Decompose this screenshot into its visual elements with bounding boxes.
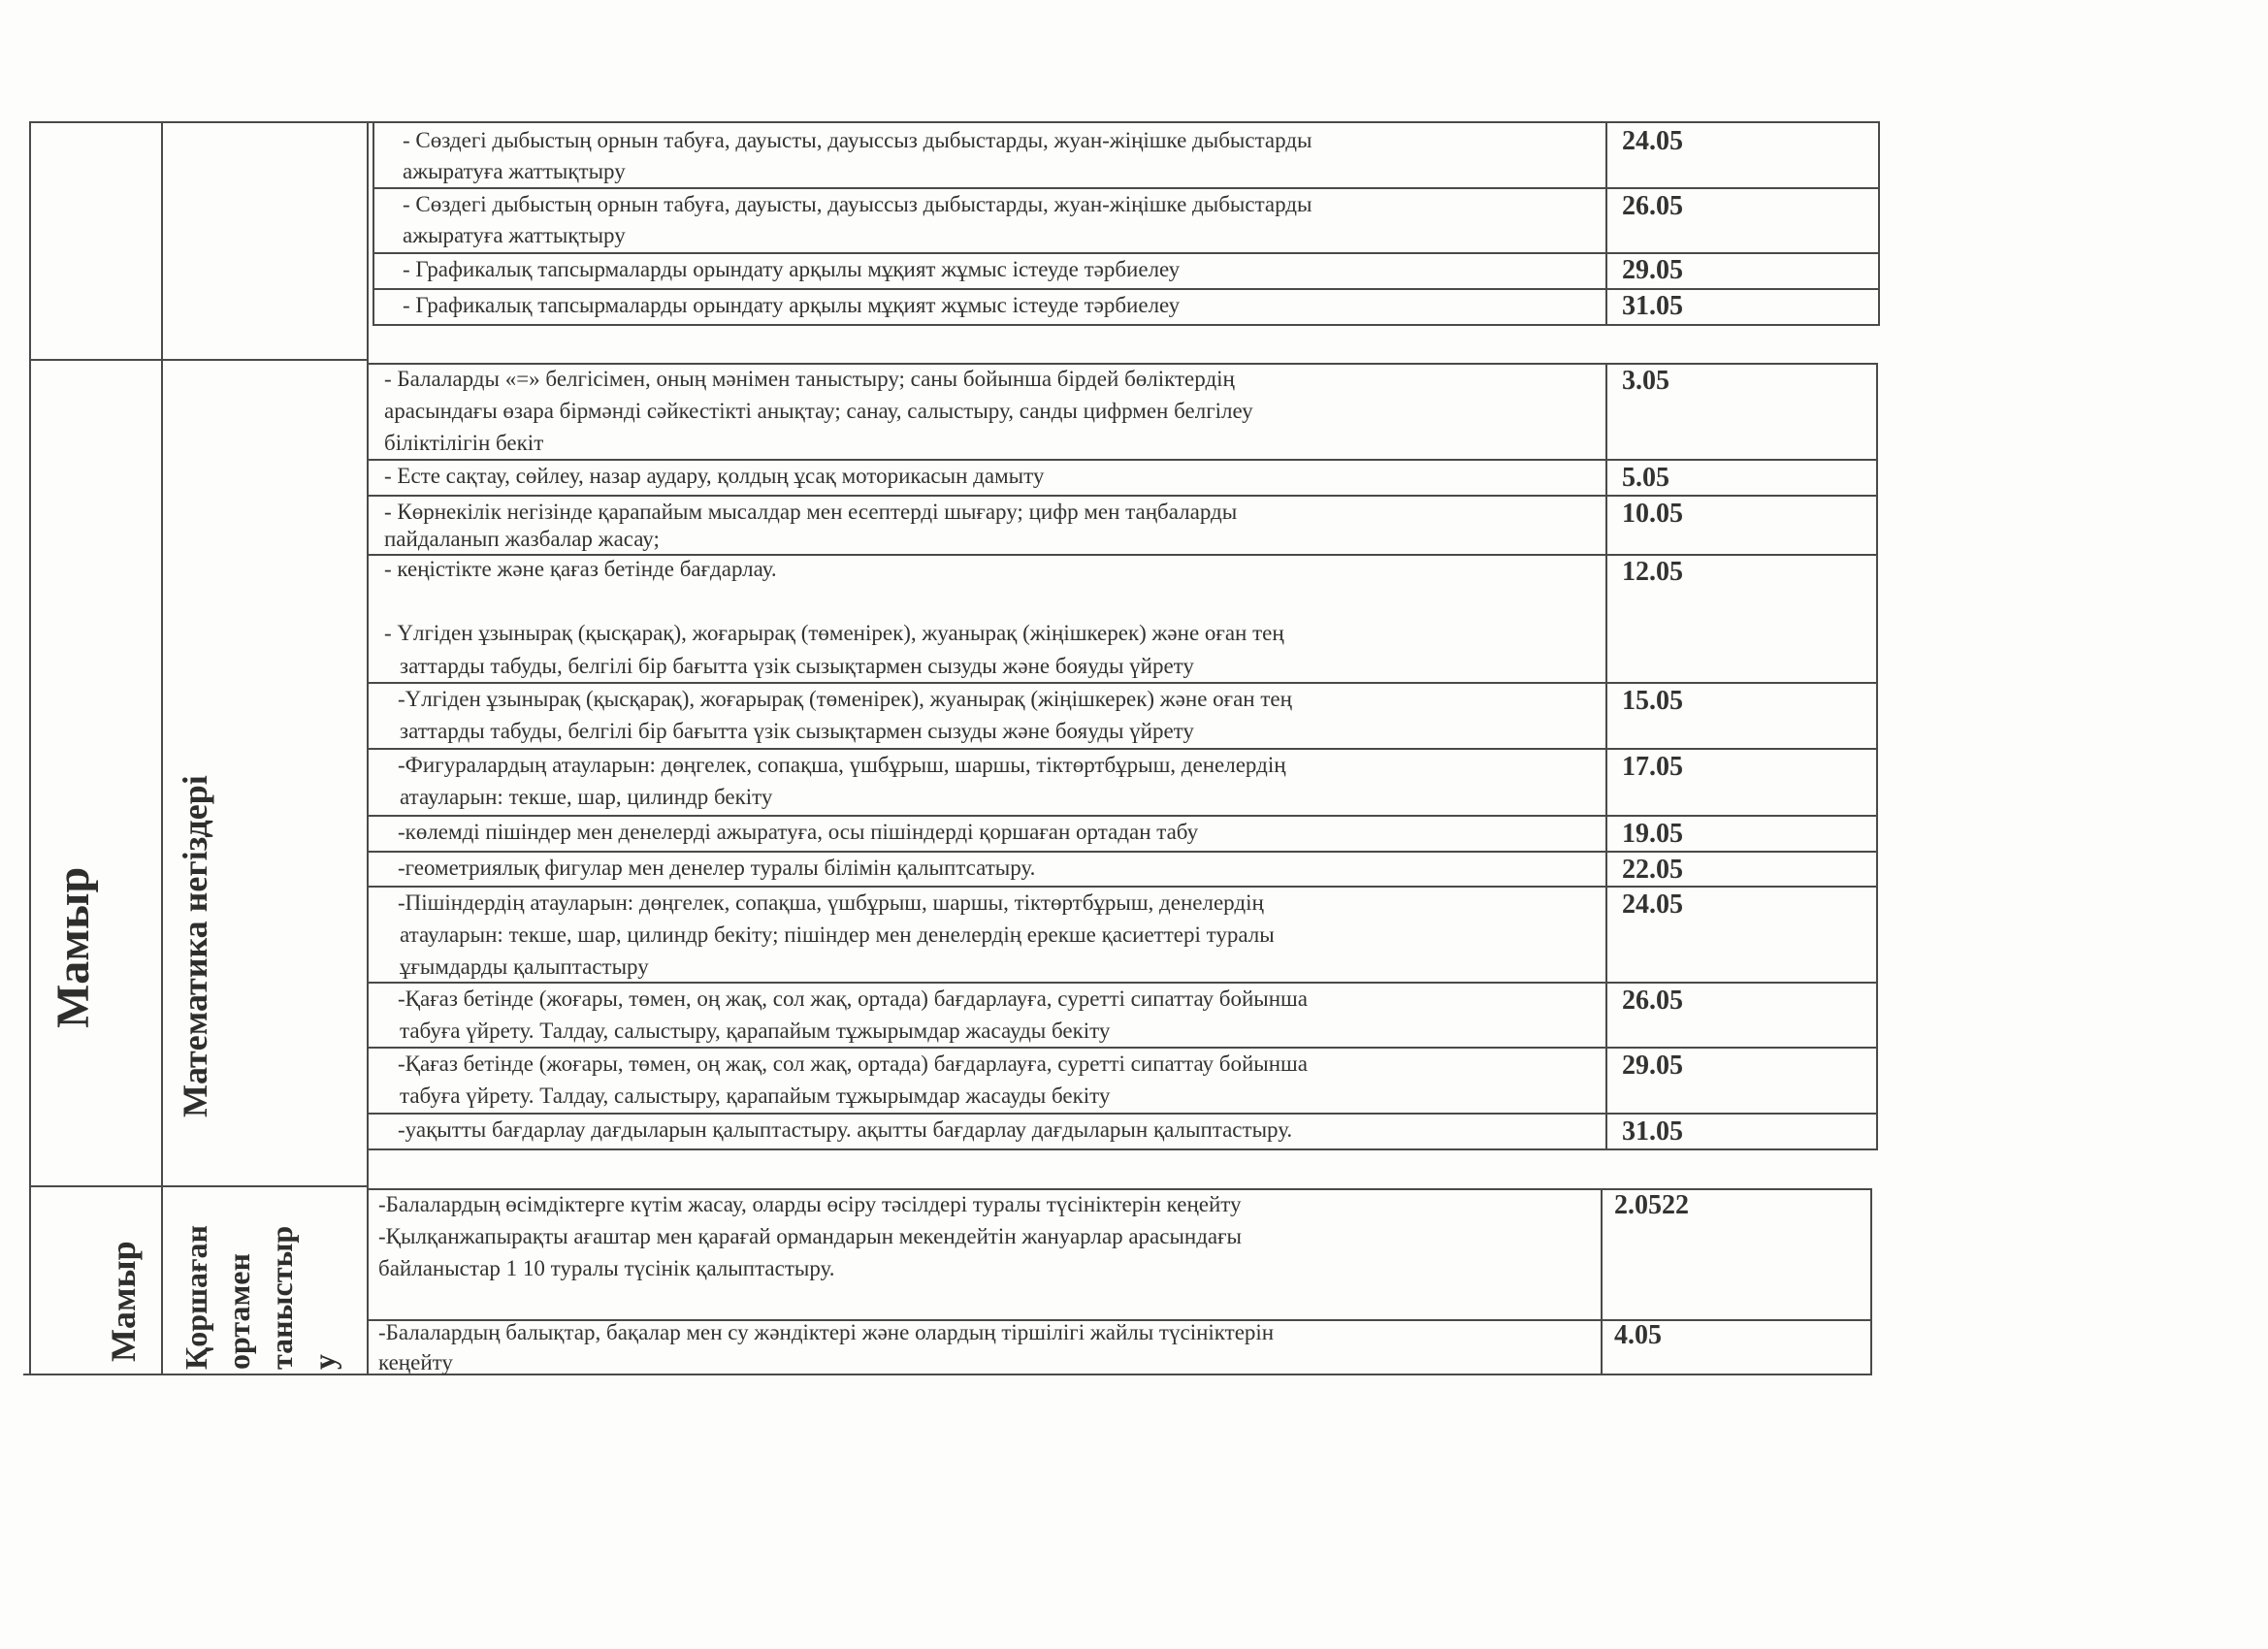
s3-row-1-date: 2.0522 <box>1614 1190 1689 1220</box>
s2-row-6-line-1: -Фигуралардың атауларын: дөңгелек, сопақша, үшбұрыш, шаршы, тіктөртбұрыш, денелердің <box>398 753 1286 777</box>
s2-bottom-line <box>367 1148 1878 1150</box>
s2-row-4-line-3: - Үлгіден ұзынырақ (қысқарақ), жоғарырақ (төменірек), жуанырақ (жіңішкерек) және оған тең <box>384 621 1284 645</box>
s2-row-6-date: 17.05 <box>1622 752 1683 782</box>
s3-date-divider <box>1601 1188 1603 1374</box>
s2-right-border <box>1876 363 1878 1150</box>
s3-month-label: Мамыр <box>104 1241 143 1362</box>
s3-row-1-line-2: -Қылқанжапырақты ағаштар мен қарағай ормандарын мекендейтін жануарлар арасындағы <box>378 1224 1243 1248</box>
s2-row-8-text: -геометриялық фигулар мен денелер туралы білімін қалыптсатыру. <box>398 856 1036 880</box>
s2-row-2-text: - Есте сақтау, сөйлеу, назар аудару, қолдың ұсақ моторикасын дамыту <box>384 464 1045 488</box>
s2-row-9-line-2: атауларын: текше, шар, цилиндр бекіту; пішіндер мен денелердің ерекше қасиеттері туралы <box>400 922 1275 947</box>
s2-row-3-date: 10.05 <box>1622 499 1683 529</box>
s2-date-divider <box>1605 363 1607 1150</box>
s2-row-5-line-1: -Үлгіден ұзынырақ (қысқарақ), жоғарырақ (төменірек), жуанырақ (жіңішкерек) және оған тең <box>398 687 1292 711</box>
s3-content-left <box>367 1188 369 1374</box>
s2-row-11-line-2: табуға үйрету. Талдау, салыстыру, қарапайым тұжырымдар жасауды бекіту <box>400 1083 1111 1108</box>
s2-row-5-date: 15.05 <box>1622 686 1683 716</box>
s2-row-1-line-2: арасындағы өзара бірмәнді сәйкестікті анықтау; санау, салыстыру, санды цифрмен белгілеу <box>384 399 1253 423</box>
s3-subject-label-line-3: таныстыр <box>264 1225 299 1370</box>
s1-content-left <box>373 123 374 325</box>
s3-row-1-line-1: -Балалардың өсімдіктерге күтім жасау, оларды өсіру тәсілдері туралы түсініктерін кеңейту <box>378 1192 1242 1216</box>
s2-row-4-line-1: - кеңістікте және қағаз бетінде бағдарлау. <box>384 557 777 581</box>
s2-row-9-line-3: ұғымдарды қалыптастыру <box>400 954 649 979</box>
s1-row-4-text: - Графикалық тапсырмаларды орындату арқылы мұқият жұмыс істеуде тәрбиелеу <box>403 293 1181 317</box>
s3-row-2-date: 4.05 <box>1614 1320 1662 1350</box>
s1-date-divider <box>1605 123 1607 325</box>
s2-row-12-text: -уақытты бағдарлау дағдыларын қалыптастыру. ақытты бағдарлау дағдыларын қалыптастыру. <box>398 1117 1293 1142</box>
top-border <box>29 121 1880 123</box>
s1-row-1-date: 24.05 <box>1622 126 1683 156</box>
s2-row-1-date: 3.05 <box>1622 366 1669 396</box>
s1-right-border <box>1878 123 1880 325</box>
s2-row-2-date: 5.05 <box>1622 463 1669 493</box>
s3-subject-label-line-1: Қоршаған <box>178 1225 213 1370</box>
s3-subject-label-line-4: у <box>307 1354 341 1370</box>
s3-row-1-line-3: байланыстар 1 10 туралы түсінік қалыптастыру. <box>378 1256 835 1280</box>
s1-row-4-date: 31.05 <box>1622 291 1683 321</box>
s1-row-1-line-2: ажыратуға жаттықтыру <box>403 159 626 183</box>
s2-subject-label: Математика негіздері <box>176 775 214 1117</box>
s2-row-10-line-1: -Қағаз бетінде (жоғары, төмен, оң жақ, сол жақ, ортада) бағдарлауға, суретті сипаттау бойынша <box>398 986 1308 1011</box>
s2-row-3-line-2: пайдаланып жазбалар жасау; <box>384 527 660 551</box>
s1-row-2-line-1: - Сөздегі дыбыстың орнын табуға, дауысты, дауыссыз дыбыстарды, жуан-жіңішке дыбыстарды <box>403 192 1312 216</box>
s2-row-8-date: 22.05 <box>1622 855 1683 885</box>
s2-row-10-date: 26.05 <box>1622 986 1683 1016</box>
s2-row-4-date: 12.05 <box>1622 557 1683 587</box>
s1-row-1-line-1: - Сөздегі дыбыстың орнын табуға, дауысты, дауыссыз дыбыстарды, жуан-жіңішке дыбыстарды <box>403 128 1312 152</box>
s2-row-9-date: 24.05 <box>1622 889 1683 920</box>
s2-row-7-date: 19.05 <box>1622 819 1683 849</box>
section-divider-2 <box>29 1185 369 1187</box>
s3-subject-label-line-2: ортамен <box>221 1253 256 1370</box>
s2-row-9-line-1: -Пішіндердің атауларын: дөңгелек, сопақша, үшбұрыш, шаршы, тіктөртбұрыш, денелердің <box>398 890 1264 915</box>
s1-row-3-text: - Графикалық тапсырмаларды орындату арқылы мұқият жұмыс істеуде тәрбиелеу <box>403 257 1181 281</box>
s2-row-1-line-3: біліктілігін бекіт <box>384 431 544 455</box>
s3-row-2-line-1: -Балалардың балықтар, бақалар мен су жәндіктері және олардың тіршілігі жайлы түсініктерін <box>378 1320 1275 1344</box>
section-divider-1 <box>29 359 369 361</box>
s3-right-border <box>1870 1188 1872 1374</box>
s2-row-3-line-1: - Көрнекілік негізінде қарапайым мысалдар мен есептерді шығару; цифр мен таңбаларды <box>384 500 1238 524</box>
s2-row-5-line-2: заттарды табуды, белгілі бір бағытта үзік сызықтармен сызуды және бояуды үйрету <box>400 719 1194 743</box>
s2-row-11-line-1: -Қағаз бетінде (жоғары, төмен, оң жақ, сол жақ, ортада) бағдарлауға, суретті сипаттау бойынша <box>398 1051 1308 1076</box>
s1-row-3-date: 29.05 <box>1622 255 1683 285</box>
s2-row-12-date: 31.05 <box>1622 1116 1683 1147</box>
s2-row-7-text: -көлемді пішіндер мен денелерді ажыратуға, осы пішіндерді қоршаған ортадан табу <box>398 820 1199 844</box>
s2-row-1-line-1: - Балаларды «=» белгісімен, оның мәнімен таныстыру; саны бойынша бірдей бөліктердің <box>384 367 1235 391</box>
s2-month-label: Мамыр <box>48 866 99 1028</box>
s2-row-10-line-2: табуға үйрету. Талдау, салыстыру, қарапайым тұжырымдар жасауды бекіту <box>400 1018 1111 1043</box>
s3-row-2-line-2: кеңейту <box>378 1350 453 1374</box>
s1-row-2-line-2: ажыратуға жаттықтыру <box>403 223 626 247</box>
s1-row-2-date: 26.05 <box>1622 191 1683 221</box>
s1-bottom-line <box>373 324 1880 326</box>
bottom-border <box>23 1374 1872 1375</box>
s2-content-left <box>367 363 369 1150</box>
s2-row-11-date: 29.05 <box>1622 1051 1683 1081</box>
s2-row-4-line-4: заттарды табуды, белгілі бір бағытта үзік сызықтармен сызуды және бояуды үйрету <box>400 654 1194 678</box>
s2-row-6-line-2: атауларын: текше, шар, цилиндр бекіту <box>400 785 773 809</box>
